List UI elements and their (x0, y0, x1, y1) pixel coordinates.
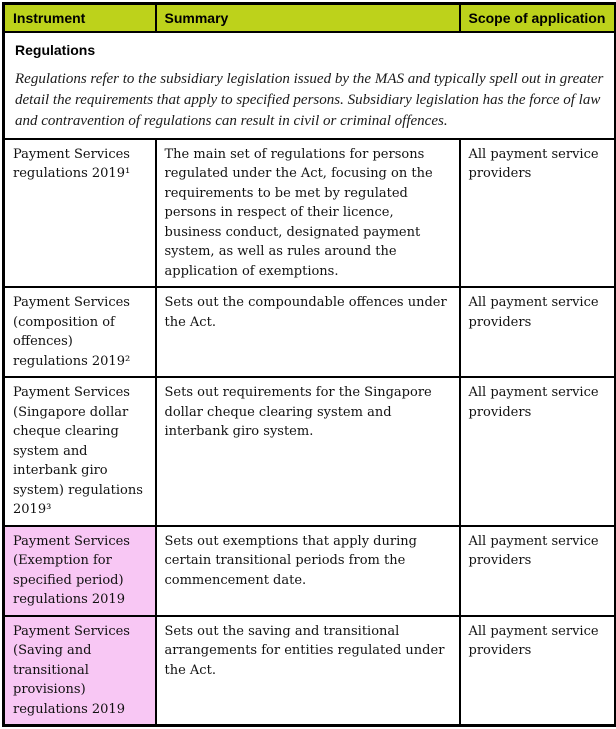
summary-cell: Sets out requirements for the Singapore dollar cheque clearing system and interbank giro system. (156, 377, 460, 526)
scope-cell: All payment service providers (460, 287, 616, 377)
instrument-cell: Payment Services (Saving and transitional provisions) regulations 2019 (4, 616, 156, 726)
section-row (4, 32, 616, 139)
table-row (4, 616, 616, 726)
scope-cell: All payment service providers (460, 139, 616, 288)
table-row (4, 139, 616, 288)
scope-cell: All payment service providers (460, 526, 616, 616)
summary-cell: Sets out exemptions that apply during certain transitional periods from the commencement date. (156, 526, 460, 616)
section-cell (4, 32, 616, 139)
regulations-table (2, 2, 616, 727)
table-row (4, 287, 616, 377)
instrument-cell: Payment Services (composition of offences) regulations 2019² (4, 287, 156, 377)
section-title: Regulations (15, 41, 96, 58)
instrument-cell: Payment Services regulations 2019¹ (4, 139, 156, 288)
summary-cell: The main set of regulations for persons regulated under the Act, focusing on the requirements to be met by regulated persons in respect of their licence, business conduct, designated payment system, as well as rules around the application of exemptions. (156, 139, 460, 288)
table-row (4, 526, 616, 616)
column-header-instrument: Instrument (4, 4, 156, 32)
scope-cell: All payment service providers (460, 377, 616, 526)
summary-cell: Sets out the saving and transitional arrangements for entities regulated under the Act. (156, 616, 460, 726)
summary-cell: Sets out the compoundable offences under the Act. (156, 287, 460, 377)
table-header-row (4, 4, 616, 32)
instrument-cell: Payment Services (Singapore dollar cheque clearing system and interbank giro system) regulations 2019³ (4, 377, 156, 526)
table-row (4, 377, 616, 526)
instrument-cell: Payment Services (Exemption for specified period) regulations 2019 (4, 526, 156, 616)
section-description: Regulations refer to the subsidiary legislation issued by the MAS and typically spell out in greater detail the requirements that apply to specified persons. Subsidiary legislation has the force of law and contravention of regulations can result in civil or criminal offences. (15, 70, 604, 129)
column-header-scope: Scope of application (460, 4, 616, 32)
column-header-summary: Summary (156, 4, 460, 32)
scope-cell: All payment service providers (460, 616, 616, 726)
